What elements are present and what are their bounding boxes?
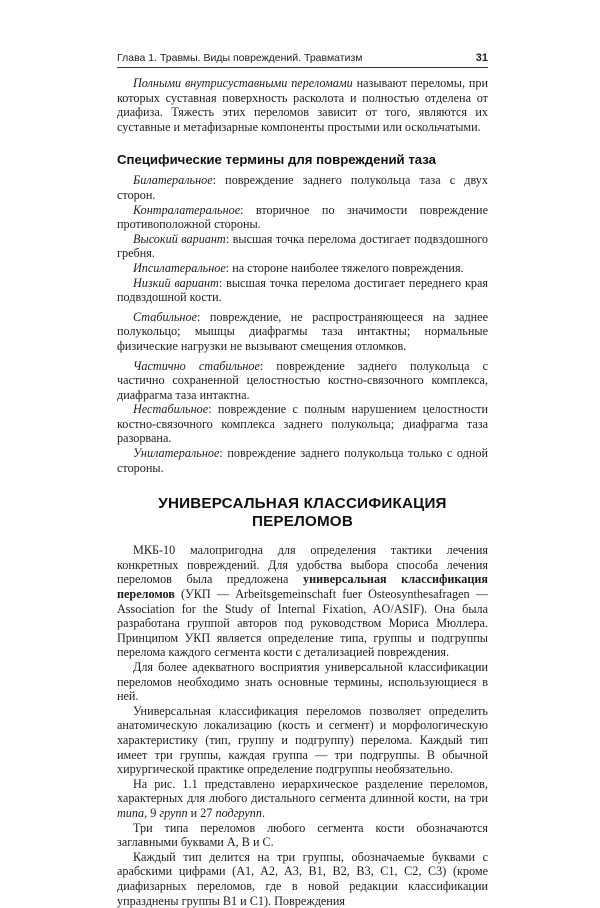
paragraph: На рис. 1.1 представлено иерархическое разделение переломов, характерных для любого дистального сегмента длинной кости, на три типа, 9 групп и 27 подгрупп. — [117, 776, 488, 820]
term-item: Низкий вариант: высшая точка перелома достигает переднего края подвздошной кости. — [117, 275, 489, 305]
term-item: Высокий вариант: высшая точка перелома достигает подвздошного гребня. — [117, 231, 488, 261]
term: Низкий вариант — [133, 275, 219, 290]
term: Ипсилатеральное — [133, 260, 226, 275]
paragraph: МКБ-10 малопригодна для определения тактики лечения конкретных повреждений. Для удобства выбора способа лечения переломов была предложена универсальная классификация переломов (УКП — Arbeitsgemeinschaft fuer Osteosynthesafragen — Association for the Study of Internal Fixation, AO/ASIF). Она была разработана группой авторов под руководством Мориса Мюллера. Принципом УКП является определение типа, группы и подгруппы перелома каждого сегмента кости с детализацией повреждения. — [117, 543, 488, 660]
running-header — [117, 52, 488, 64]
term-item: Ипсилатеральное: на стороне наиболее тяжелого повреждения. — [133, 260, 464, 275]
chapter-title: Глава 1. Травмы. Виды повреждений. Травматизм — [117, 52, 363, 64]
term-item: Контралатеральное: вторичное по значимости повреждение противоположной стороны. — [117, 202, 488, 232]
term: Частично стабильное — [133, 358, 260, 373]
paragraph: Для более адекватного восприятия универсальной классификации переломов необходимо знать основные термины, использующиеся в ней. — [117, 660, 488, 704]
term-item: Стабильное: повреждение, не распространяющееся на заднее полукольцо; мышцы диафрагмы таза интактны; нормальные физические нагрузки не вызывают смещения отломков. — [117, 309, 488, 353]
section-heading-classification: УНИВЕРСАЛЬНАЯ КЛАССИФИКАЦИЯ ПЕРЕЛОМОВ — [158, 495, 447, 531]
term-item: Билатеральное: повреждение заднего полукольца таза с двух сторон. — [117, 173, 488, 202]
term-item: Частично стабильное: повреждение заднего полукольца с частично сохраненной целостностью костно-связочного комплекса, диафрагма таза интактна. — [117, 358, 488, 402]
term: Высокий вариант — [133, 231, 226, 246]
term: Унилатеральное — [133, 446, 220, 461]
term-item: Нестабильное: повреждение с полным нарушением целостности костно-связочного комплекса заднего полукольца; диафрагма таза разорвана. — [117, 402, 488, 446]
pelvis-terms-list — [117, 173, 488, 475]
term: Контралатеральное — [133, 202, 241, 217]
term: Стабильное — [133, 309, 197, 324]
page-body — [117, 76, 488, 908]
intro-paragraph: Полными внутрисуставными переломами называют переломы, при которых суставная поверхность расколота и полностью отделена от диафиза. Тяжесть этих переломов зависит от того, являются их суставные и метафизарные компоненты простыми или оскольчатыми. — [117, 76, 488, 134]
section-heading-pelvis: Специфические термины для повреждений таза — [117, 152, 436, 168]
paragraph: Три типа переломов любого сегмента кости обозначаются заглавными буквами A, B и C. — [117, 820, 488, 850]
term-item: Унилатеральное: повреждение заднего полукольца только с одной стороны. — [117, 446, 488, 475]
paragraph: Универсальная классификация переломов позволяет определить анатомическую локализацию (кость и сегмент) и морфологическую характеристику (тип, группу и подгруппу) перелома. Каждый тип имеет три группы, каждая группа — три подгруппы. В обычной хирургической практике определение подгруппы необязательно. — [117, 703, 488, 777]
header-rule — [117, 67, 488, 68]
term: Нестабильное — [133, 402, 209, 417]
term: Билатеральное — [133, 173, 213, 188]
bold-term: универсальная классификация переломов — [117, 572, 488, 602]
page-number: 31 — [475, 52, 488, 64]
paragraph: Каждый тип делится на три группы, обозначаемые буквами с арабскими цифрами (A1, A2, A3, B1, B2, B3, C1, C2, C3) (кроме диафизарных переломов, где в новой редакции классификации упразднены группы B1 и C1). Повреждения — [117, 849, 488, 908]
term: Полными внутрисуставными переломами — [133, 76, 353, 90]
